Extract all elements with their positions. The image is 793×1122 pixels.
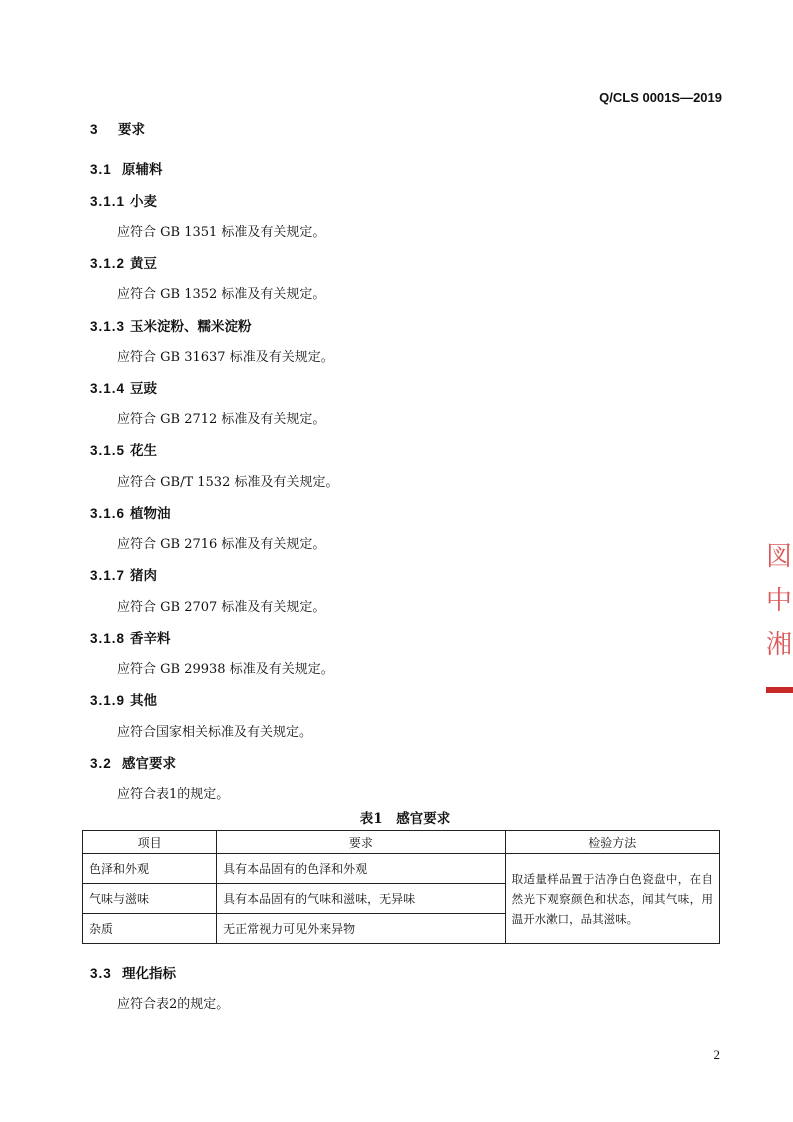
page-number: 2: [713, 1047, 720, 1062]
table-cell-requirement: 具有本品固有的色泽和外观: [217, 854, 505, 884]
section-number: 3.1.5: [90, 443, 126, 458]
section-title: 感官要求: [122, 756, 176, 772]
section-number: 3.1.1: [90, 194, 126, 209]
section-title: 黄豆: [130, 256, 157, 272]
section-heading-3-1: [90, 158, 163, 178]
section-heading-3-1-2: [90, 252, 157, 272]
section-heading-3-1-8: [90, 627, 171, 647]
section-number: 3.1.6: [90, 506, 126, 521]
section-heading-3: [90, 118, 145, 138]
section-body: 应符合 GB 2707 标准及有关规定。: [117, 600, 326, 615]
section-number: 3.1.9: [90, 693, 126, 708]
stamp-glyph: 図: [766, 542, 793, 572]
section-body: 应符合 GB 29938 标准及有关规定。: [117, 662, 334, 677]
section-title: 豆豉: [130, 381, 157, 397]
section-title: 小麦: [130, 194, 157, 210]
section-heading-3-2: [90, 752, 176, 772]
section-number: 3.2: [90, 756, 112, 771]
table-header-row: [83, 831, 720, 854]
sensory-requirements-table: [82, 830, 720, 944]
stamp-glyph: 湘: [766, 630, 793, 660]
section-body: 应符合表1的规定。: [117, 787, 230, 802]
column-header: 项目: [83, 831, 217, 854]
table-cell-item: 杂质: [83, 914, 217, 944]
section-heading-3-1-4: [90, 377, 157, 397]
table-cell-requirement: 无正常视力可见外来异物: [217, 914, 505, 944]
red-seal-stamp: [760, 535, 793, 715]
section-number: 3: [90, 122, 99, 137]
section-number: 3.1.3: [90, 319, 126, 334]
section-number: 3.1.4: [90, 381, 126, 396]
table-cell-requirement: 具有本品固有的气味和滋味，无异味: [217, 884, 505, 914]
column-header: 检验方法: [505, 831, 719, 854]
section-body: 应符合 GB 31637 标准及有关规定。: [117, 350, 334, 365]
section-body: 应符合 GB/T 1532 标准及有关规定。: [117, 475, 339, 490]
section-heading-3-1-7: [90, 564, 157, 584]
section-title: 其他: [130, 693, 157, 709]
section-title: 香辛料: [130, 631, 171, 647]
section-body: 应符合表2的规定。: [117, 997, 230, 1012]
section-body: 应符合 GB 2712 标准及有关规定。: [117, 412, 326, 427]
table-caption: 表1 感官要求: [359, 811, 451, 827]
table-row: [83, 854, 720, 884]
section-title: 猪肉: [130, 568, 157, 584]
section-heading-3-1-5: [90, 439, 157, 459]
document-code: Q/CLS 0001S—2019: [599, 90, 722, 105]
section-body: 应符合 GB 1352 标准及有关规定。: [117, 287, 326, 302]
section-number: 3.1.2: [90, 256, 126, 271]
column-header: 要求: [217, 831, 505, 854]
stamp-glyph: 中: [766, 586, 793, 616]
stamp-bar: [766, 687, 793, 693]
section-body: 应符合国家相关标准及有关规定。: [117, 725, 313, 740]
section-heading-3-1-6: [90, 502, 171, 522]
section-title: 植物油: [130, 506, 171, 522]
section-heading-3-3: [90, 962, 176, 982]
section-title: 要求: [118, 122, 145, 138]
section-number: 3.1.8: [90, 631, 126, 646]
section-number: 3.3: [90, 966, 112, 981]
section-body: 应符合 GB 1351 标准及有关规定。: [117, 225, 326, 240]
section-title: 理化指标: [122, 966, 176, 982]
table-cell-item: 气味与滋味: [83, 884, 217, 914]
section-title: 原辅料: [122, 162, 163, 178]
section-number: 3.1.7: [90, 568, 126, 583]
table-cell-item: 色泽和外观: [83, 854, 217, 884]
section-heading-3-1-3: [90, 315, 252, 335]
section-title: 玉米淀粉、糯米淀粉: [130, 319, 252, 335]
section-title: 花生: [130, 443, 157, 459]
table-cell-test-method: 取适量样品置于洁净白色瓷盘中，在自然光下观察颜色和状态，闻其气味，用温开水漱口，品其滋味。: [505, 854, 719, 944]
section-body: 应符合 GB 2716 标准及有关规定。: [117, 537, 326, 552]
section-heading-3-1-9: [90, 689, 157, 709]
section-number: 3.1: [90, 162, 112, 177]
section-heading-3-1-1: [90, 190, 157, 210]
